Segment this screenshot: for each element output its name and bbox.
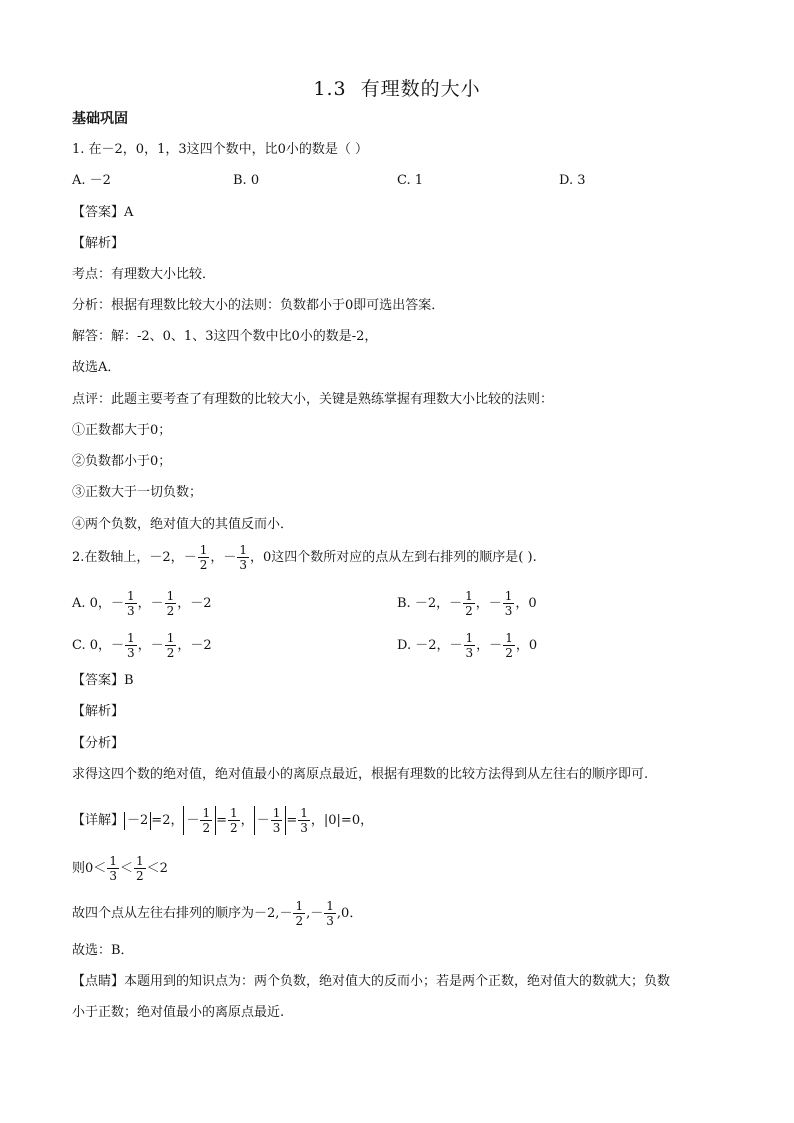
q1-line-fenxi: 分析：根据有理数比较大小的法则：负数都小于0即可选出答案． <box>72 298 445 313</box>
q1-answer-value: A <box>124 205 134 220</box>
q2-answer <box>72 672 134 690</box>
fraction-one-third: $\frac{1}{3}$ <box>300 806 308 835</box>
q2-fenxi-text: 求得这四个数的绝对值，绝对值最小的离原点最近，根据有理数的比较方法得到从左往右的顺序即可. <box>72 767 649 782</box>
fraction-one-third: $\frac{1}{3}$ <box>326 899 334 928</box>
q2-point-text-1: 本题用到的知识点为：两个负数，绝对值大的反而小；若是两个正数，绝对值大的数就大；负数 <box>124 974 671 989</box>
q2-stem-post: ，0这四个数所对应的点从左到右排列的顺序是( ). <box>250 549 537 565</box>
fraction-one-half: $\frac{1}{2}$ <box>230 806 238 835</box>
fraction-one-half: $\frac{1}{2}$ <box>295 899 304 928</box>
q2-stem: 2.在数轴上，－2， － $\frac{1}{2}$ ， － $\frac{1}{3}$ ，0这四个数所对应的点从左到右排列的顺序是( ). <box>72 543 537 572</box>
q1-stem: 1. 在－2，0，1，3这四个数中，比0小的数是（ ） <box>72 142 369 157</box>
fraction-one-third: $\frac{1}{3}$ <box>126 589 135 618</box>
q1-rule-3: ③正数大于一切负数； <box>72 485 203 500</box>
q2-option-d: D. －2， － $\frac{1}{3}$ ， － $\frac{1}{2}$ ，0 <box>397 631 538 660</box>
abs-neg-half: － $\frac{1}{2}$ <box>183 806 216 835</box>
q2-answer-value: B <box>124 673 134 688</box>
q1-answer <box>72 204 133 222</box>
fraction-one-half: $\frac{1}{2}$ <box>505 631 513 660</box>
q2-point-label: 【点睛】 <box>72 974 125 989</box>
fraction-one-third: $\frac{1}{3}$ <box>465 631 474 660</box>
q1-rule-2: ②负数都小于0； <box>72 454 172 469</box>
fraction-one-third: $\frac{1}{3}$ <box>239 543 248 572</box>
q1-answer-label: 【答案】 <box>72 205 125 220</box>
fraction-one-third: $\frac{1}{3}$ <box>127 631 135 660</box>
q2-order: 故四个点从左往右排列的顺序为 －2 , － $\frac{1}{2}$ , － $\frac{1}{3}$ , 0 ． <box>72 899 363 928</box>
fraction-one-half: $\frac{1}{2}$ <box>199 543 208 572</box>
q2-fenxi-label: 【分析】 <box>72 736 125 751</box>
q2-option-b: B. －2， － $\frac{1}{2}$ ， － $\frac{1}{3}$ ，0 <box>397 589 537 618</box>
q1-analysis-label: 【解析】 <box>72 236 125 251</box>
q2-option-a: A. 0， － $\frac{1}{3}$ ， － $\frac{1}{2}$ ，－2 <box>72 589 212 618</box>
title-number: 1.3 <box>313 78 347 100</box>
q1-line-jieda: 解答：解：-2、0、1、3这四个数中比0小的数是-2， <box>72 329 378 344</box>
fraction-one-half: $\frac{1}{2}$ <box>135 854 144 883</box>
q1-line-choose: 故选A． <box>72 360 121 375</box>
section-heading: 基础巩固 <box>72 111 128 127</box>
minus-sign: － <box>183 549 197 565</box>
q2-point-text-2: 小于正数；绝对值最小的离原点最近. <box>72 1005 285 1020</box>
fraction-one-half: $\frac{1}{2}$ <box>166 631 175 660</box>
fraction-one-third: $\frac{1}{3}$ <box>504 589 513 618</box>
q2-point <box>72 973 670 991</box>
q1-rule-4: ④两个负数，绝对值大的其值反而小． <box>72 517 294 532</box>
abs-zero: |0|=0， <box>323 812 374 828</box>
q2-detail: 【详解】 －2 =2， － $\frac{1}{2}$ = $\frac{1}{2}$ ， － $\frac{1}{3}$ = $\frac{1}{3}$ ， |0|=0， <box>72 806 374 835</box>
title-text: 有理数的大小 <box>360 78 481 100</box>
fraction-one-half: $\frac{1}{2}$ <box>465 589 473 618</box>
minus-sign: － <box>223 549 237 565</box>
q2-choose: 故选：B． <box>72 943 134 958</box>
q2-option-c: C. 0， － $\frac{1}{3}$ ， － $\frac{1}{2}$ ，－2 <box>72 631 212 660</box>
q2-answer-label: 【答案】 <box>72 673 125 688</box>
q1-line-kaodian: 考点：有理数大小比较． <box>72 267 216 282</box>
abs-neg-two: －2 <box>124 812 151 830</box>
q1-option-d: D. 3 <box>559 173 586 188</box>
q2-stem-pre: 2.在数轴上，－2， <box>72 549 184 565</box>
q2-detail-label: 【详解】 <box>72 812 125 828</box>
abs-neg-third: － $\frac{1}{3}$ <box>254 806 287 835</box>
page-title <box>0 74 794 101</box>
q1-rule-1: ①正数都大于0； <box>72 423 172 438</box>
q2-then: 则 0 ＜ $\frac{1}{3}$ ＜ $\frac{1}{2}$ ＜ 2 <box>72 854 168 883</box>
q1-option-b: B. 0 <box>233 173 260 188</box>
fraction-one-half: $\frac{1}{2}$ <box>166 589 175 618</box>
q1-line-dianping: 点评：此题主要考查了有理数的比较大小，关键是熟练掌握有理数大小比较的法则： <box>72 392 554 407</box>
q1-option-c: C. 1 <box>397 173 424 188</box>
q2-analysis-label: 【解析】 <box>72 704 125 719</box>
fraction-one-third: $\frac{1}{3}$ <box>109 854 117 883</box>
q1-option-a: A. －2 <box>72 173 111 188</box>
